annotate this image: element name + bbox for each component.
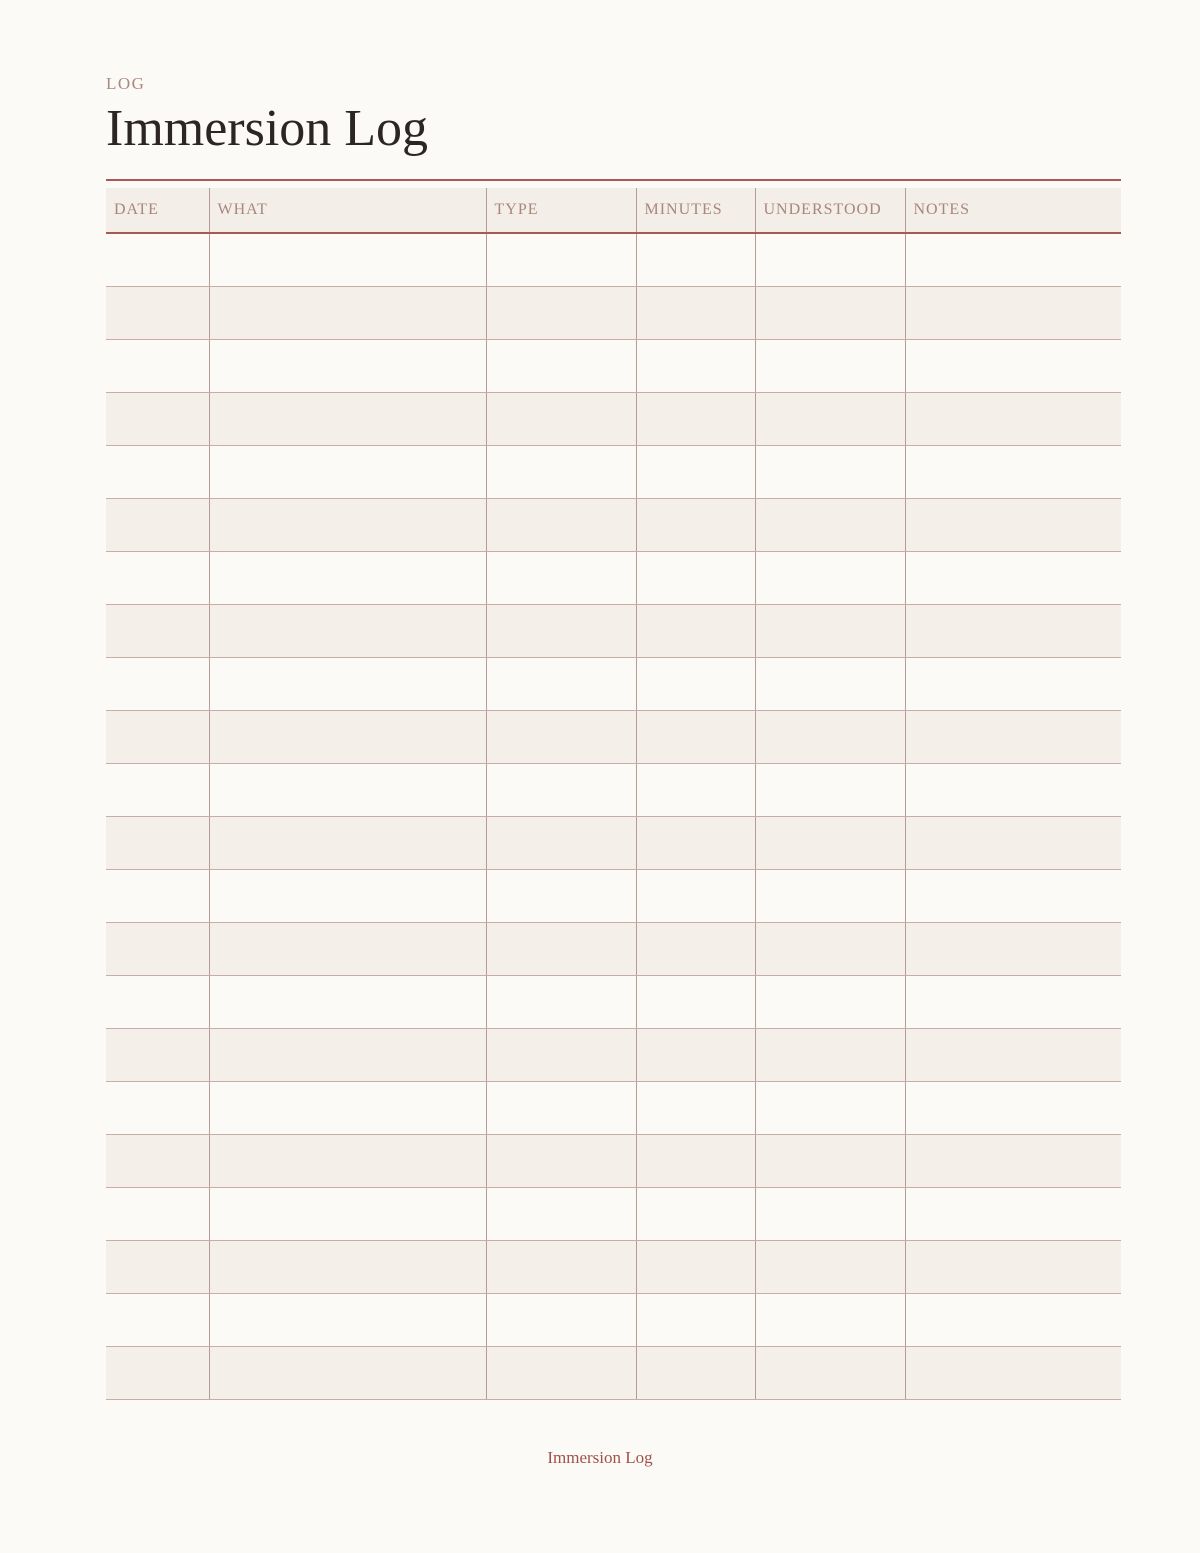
cell-date[interactable]: [106, 339, 209, 392]
log-table: [106, 188, 1121, 1400]
table-row: [106, 445, 1121, 498]
cell-date[interactable]: [106, 1187, 209, 1240]
cell-type[interactable]: [486, 1134, 636, 1187]
cell-minutes[interactable]: [636, 445, 755, 498]
cell-notes[interactable]: [905, 763, 1121, 816]
table-row: [106, 1346, 1121, 1399]
cell-what[interactable]: [209, 445, 486, 498]
cell-minutes[interactable]: [636, 1346, 755, 1399]
cell-what[interactable]: [209, 286, 486, 339]
cell-what[interactable]: [209, 975, 486, 1028]
cell-date[interactable]: [106, 1028, 209, 1081]
cell-minutes[interactable]: [636, 286, 755, 339]
cell-notes[interactable]: [905, 233, 1121, 286]
cell-type[interactable]: [486, 339, 636, 392]
cell-minutes[interactable]: [636, 763, 755, 816]
cell-date[interactable]: [106, 763, 209, 816]
cell-minutes[interactable]: [636, 551, 755, 604]
table-row: [106, 975, 1121, 1028]
cell-type[interactable]: [486, 286, 636, 339]
cell-date[interactable]: [106, 1240, 209, 1293]
cell-what[interactable]: [209, 710, 486, 763]
cell-understood[interactable]: [755, 551, 905, 604]
table-row: [106, 498, 1121, 551]
cell-type[interactable]: [486, 392, 636, 445]
cell-what[interactable]: [209, 869, 486, 922]
cell-understood[interactable]: [755, 816, 905, 869]
cell-date[interactable]: [106, 1134, 209, 1187]
cell-notes[interactable]: [905, 551, 1121, 604]
table-body: [106, 233, 1121, 1399]
cell-what[interactable]: [209, 922, 486, 975]
column-header-what: WHAT: [209, 188, 486, 233]
cell-type[interactable]: [486, 975, 636, 1028]
cell-understood[interactable]: [755, 1134, 905, 1187]
cell-minutes[interactable]: [636, 1293, 755, 1346]
column-header-understood: UNDERSTOOD: [755, 188, 905, 233]
cell-type[interactable]: [486, 657, 636, 710]
cell-understood[interactable]: [755, 710, 905, 763]
column-header-notes: NOTES: [905, 188, 1121, 233]
table-row: [106, 922, 1121, 975]
cell-notes[interactable]: [905, 1134, 1121, 1187]
cell-notes[interactable]: [905, 1346, 1121, 1399]
cell-date[interactable]: [106, 975, 209, 1028]
cell-understood[interactable]: [755, 763, 905, 816]
cell-minutes[interactable]: [636, 975, 755, 1028]
cell-date[interactable]: [106, 1293, 209, 1346]
table-row: [106, 1187, 1121, 1240]
cell-understood[interactable]: [755, 498, 905, 551]
table-row: [106, 1240, 1121, 1293]
table-row: [106, 657, 1121, 710]
cell-understood[interactable]: [755, 445, 905, 498]
cell-notes[interactable]: [905, 498, 1121, 551]
cell-notes[interactable]: [905, 975, 1121, 1028]
column-header-date: DATE: [106, 188, 209, 233]
table-row: [106, 392, 1121, 445]
cell-what[interactable]: [209, 1134, 486, 1187]
cell-minutes[interactable]: [636, 392, 755, 445]
cell-type[interactable]: [486, 604, 636, 657]
cell-understood[interactable]: [755, 392, 905, 445]
cell-what[interactable]: [209, 1293, 486, 1346]
cell-minutes[interactable]: [636, 233, 755, 286]
cell-type[interactable]: [486, 816, 636, 869]
page-title: Immersion Log: [106, 100, 429, 157]
cell-understood[interactable]: [755, 1293, 905, 1346]
cell-minutes[interactable]: [636, 816, 755, 869]
cell-minutes[interactable]: [636, 922, 755, 975]
cell-understood[interactable]: [755, 1028, 905, 1081]
cell-what[interactable]: [209, 1346, 486, 1399]
cell-notes[interactable]: [905, 816, 1121, 869]
cell-notes[interactable]: [905, 1293, 1121, 1346]
cell-date[interactable]: [106, 657, 209, 710]
table-row: [106, 339, 1121, 392]
cell-type[interactable]: [486, 233, 636, 286]
cell-understood[interactable]: [755, 604, 905, 657]
cell-what[interactable]: [209, 1028, 486, 1081]
cell-what[interactable]: [209, 233, 486, 286]
cell-notes[interactable]: [905, 445, 1121, 498]
cell-type[interactable]: [486, 1293, 636, 1346]
cell-notes[interactable]: [905, 392, 1121, 445]
cell-minutes[interactable]: [636, 1081, 755, 1134]
cell-understood[interactable]: [755, 286, 905, 339]
page-eyebrow: LOG: [106, 74, 146, 93]
cell-what[interactable]: [209, 1081, 486, 1134]
cell-minutes[interactable]: [636, 1134, 755, 1187]
title-divider: [106, 179, 1121, 181]
table-row: [106, 1081, 1121, 1134]
cell-notes[interactable]: [905, 339, 1121, 392]
cell-what[interactable]: [209, 816, 486, 869]
cell-what[interactable]: [209, 498, 486, 551]
cell-minutes[interactable]: [636, 657, 755, 710]
cell-date[interactable]: [106, 392, 209, 445]
cell-minutes[interactable]: [636, 498, 755, 551]
cell-what[interactable]: [209, 392, 486, 445]
cell-type[interactable]: [486, 1346, 636, 1399]
cell-date[interactable]: [106, 816, 209, 869]
cell-date[interactable]: [106, 604, 209, 657]
table-row: [106, 286, 1121, 339]
table-row: [106, 869, 1121, 922]
cell-date[interactable]: [106, 286, 209, 339]
table-header-row: [106, 188, 1121, 233]
cell-notes[interactable]: [905, 1081, 1121, 1134]
cell-date[interactable]: [106, 869, 209, 922]
cell-what[interactable]: [209, 551, 486, 604]
cell-date[interactable]: [106, 710, 209, 763]
cell-type[interactable]: [486, 869, 636, 922]
cell-notes[interactable]: [905, 1028, 1121, 1081]
cell-date[interactable]: [106, 1346, 209, 1399]
cell-what[interactable]: [209, 1187, 486, 1240]
cell-what[interactable]: [209, 1240, 486, 1293]
cell-notes[interactable]: [905, 1240, 1121, 1293]
cell-minutes[interactable]: [636, 1240, 755, 1293]
cell-date[interactable]: [106, 498, 209, 551]
cell-minutes[interactable]: [636, 710, 755, 763]
cell-what[interactable]: [209, 339, 486, 392]
cell-understood[interactable]: [755, 1346, 905, 1399]
column-header-minutes: MINUTES: [636, 188, 755, 233]
cell-understood[interactable]: [755, 975, 905, 1028]
cell-understood[interactable]: [755, 922, 905, 975]
cell-type[interactable]: [486, 1081, 636, 1134]
cell-what[interactable]: [209, 657, 486, 710]
cell-date[interactable]: [106, 551, 209, 604]
cell-notes[interactable]: [905, 286, 1121, 339]
table-row: [106, 1028, 1121, 1081]
cell-understood[interactable]: [755, 339, 905, 392]
cell-what[interactable]: [209, 763, 486, 816]
cell-date[interactable]: [106, 445, 209, 498]
cell-minutes[interactable]: [636, 1028, 755, 1081]
page-footer: Immersion Log: [547, 1448, 653, 1467]
cell-minutes[interactable]: [636, 604, 755, 657]
table-row: [106, 551, 1121, 604]
cell-minutes[interactable]: [636, 869, 755, 922]
cell-what[interactable]: [209, 604, 486, 657]
cell-understood[interactable]: [755, 1187, 905, 1240]
cell-type[interactable]: [486, 763, 636, 816]
cell-date[interactable]: [106, 233, 209, 286]
table-row: [106, 233, 1121, 286]
table-row: [106, 1134, 1121, 1187]
cell-understood[interactable]: [755, 1081, 905, 1134]
cell-minutes[interactable]: [636, 339, 755, 392]
cell-understood[interactable]: [755, 869, 905, 922]
cell-type[interactable]: [486, 551, 636, 604]
cell-type[interactable]: [486, 710, 636, 763]
table-row: [106, 763, 1121, 816]
cell-type[interactable]: [486, 498, 636, 551]
cell-type[interactable]: [486, 445, 636, 498]
cell-notes[interactable]: [905, 1187, 1121, 1240]
table-row: [106, 816, 1121, 869]
cell-understood[interactable]: [755, 657, 905, 710]
table-row: [106, 1293, 1121, 1346]
cell-type[interactable]: [486, 1028, 636, 1081]
cell-date[interactable]: [106, 1081, 209, 1134]
cell-type[interactable]: [486, 1240, 636, 1293]
column-header-type: TYPE: [486, 188, 636, 233]
table-row: [106, 604, 1121, 657]
cell-notes[interactable]: [905, 869, 1121, 922]
cell-notes[interactable]: [905, 657, 1121, 710]
table-row: [106, 710, 1121, 763]
cell-notes[interactable]: [905, 604, 1121, 657]
cell-minutes[interactable]: [636, 1187, 755, 1240]
cell-type[interactable]: [486, 1187, 636, 1240]
cell-understood[interactable]: [755, 233, 905, 286]
cell-understood[interactable]: [755, 1240, 905, 1293]
cell-notes[interactable]: [905, 922, 1121, 975]
cell-notes[interactable]: [905, 710, 1121, 763]
cell-date[interactable]: [106, 922, 209, 975]
cell-type[interactable]: [486, 922, 636, 975]
